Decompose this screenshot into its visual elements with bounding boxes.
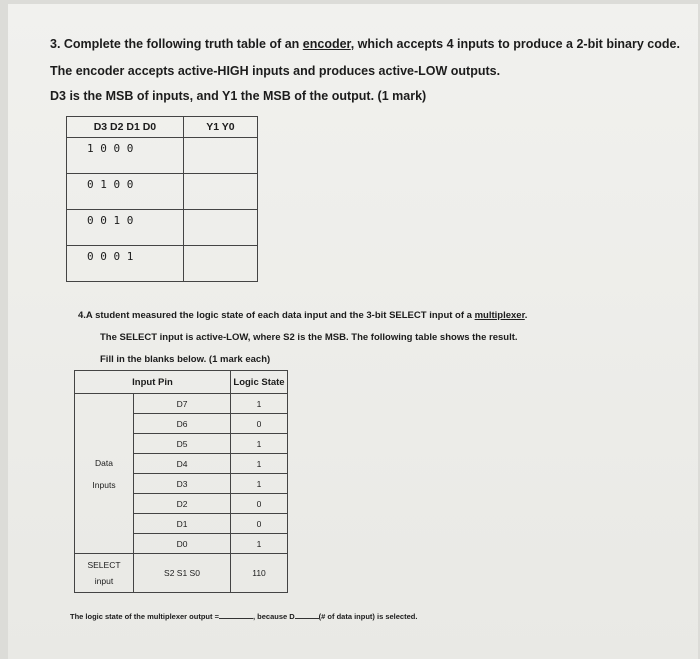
encoder-table-header	[67, 117, 258, 138]
q3-line-1: 3. Complete the following truth table of an encoder, which accepts 4 inputs to produce a 2-bit binary code.	[50, 37, 680, 51]
input-cell: 0 0 1 0	[67, 210, 184, 246]
state-cell: 1	[231, 534, 288, 554]
q4-line-3: Fill in the blanks below. (1 mark each)	[100, 354, 271, 365]
pin-cell: D1	[134, 514, 231, 534]
table-row	[67, 174, 258, 210]
data-inputs-label: Data Inputs	[75, 394, 134, 554]
table-row	[67, 210, 258, 246]
pin-cell: D3	[134, 474, 231, 494]
q4-line-2: The SELECT input is active-LOW, where S2 is the MSB. The following table shows the result.	[100, 332, 518, 343]
header-inputs: D3 D2 D1 D0	[67, 117, 184, 138]
q4-fill-in-sentence: The logic state of the multiplexer output = , because D (# of data input) is selected.	[70, 612, 418, 621]
q4-multiplexer-word: multiplexer	[474, 310, 525, 321]
state-cell: 1	[231, 474, 288, 494]
state-cell: 1	[231, 454, 288, 474]
state-cell: 0	[231, 514, 288, 534]
output-cell[interactable]	[183, 210, 257, 246]
state-cell: 0	[231, 414, 288, 434]
q3-line-3: D3 is the MSB of inputs, and Y1 the MSB of the output. (1 mark)	[50, 89, 427, 103]
input-cell: 0 1 0 0	[67, 174, 184, 210]
input-cell: 0 0 0 1	[67, 246, 184, 282]
encoder-truth-table	[66, 116, 258, 282]
input-cell: 1 0 0 0	[67, 138, 184, 174]
output-cell[interactable]	[183, 246, 257, 282]
state-cell: 1	[231, 394, 288, 414]
table-row	[67, 246, 258, 282]
worksheet-page	[8, 4, 698, 659]
pin-cell: D2	[134, 494, 231, 514]
q4-line-1: 4.A student measured the logic state of each data input and the 3-bit SELECT input of a multiplexer.	[78, 310, 528, 321]
select-input-label: SELECT input	[75, 554, 134, 593]
output-cell[interactable]	[183, 138, 257, 174]
pin-cell: D5	[134, 434, 231, 454]
select-pin-cell: S2 S1 S0	[134, 554, 231, 593]
data-input-blank[interactable]	[295, 618, 319, 619]
pin-cell: D6	[134, 414, 231, 434]
pin-cell: D4	[134, 454, 231, 474]
header-outputs: Y1 Y0	[183, 117, 257, 138]
mux-table-header	[75, 371, 288, 394]
table-row	[75, 394, 288, 414]
q3-encoder-word: encoder	[302, 37, 351, 51]
multiplexer-table	[74, 370, 288, 593]
select-row	[75, 554, 288, 593]
q3-line-2: The encoder accepts active-HIGH inputs and produces active-LOW outputs.	[50, 64, 501, 78]
select-state-cell: 110	[231, 554, 288, 593]
table-row	[67, 138, 258, 174]
pin-cell: D0	[134, 534, 231, 554]
state-cell: 1	[231, 434, 288, 454]
pin-cell: D7	[134, 394, 231, 414]
state-cell: 0	[231, 494, 288, 514]
header-logic-state: Logic State	[231, 371, 288, 394]
output-blank[interactable]	[219, 618, 253, 619]
header-input-pin: Input Pin	[75, 371, 231, 394]
output-cell[interactable]	[183, 174, 257, 210]
